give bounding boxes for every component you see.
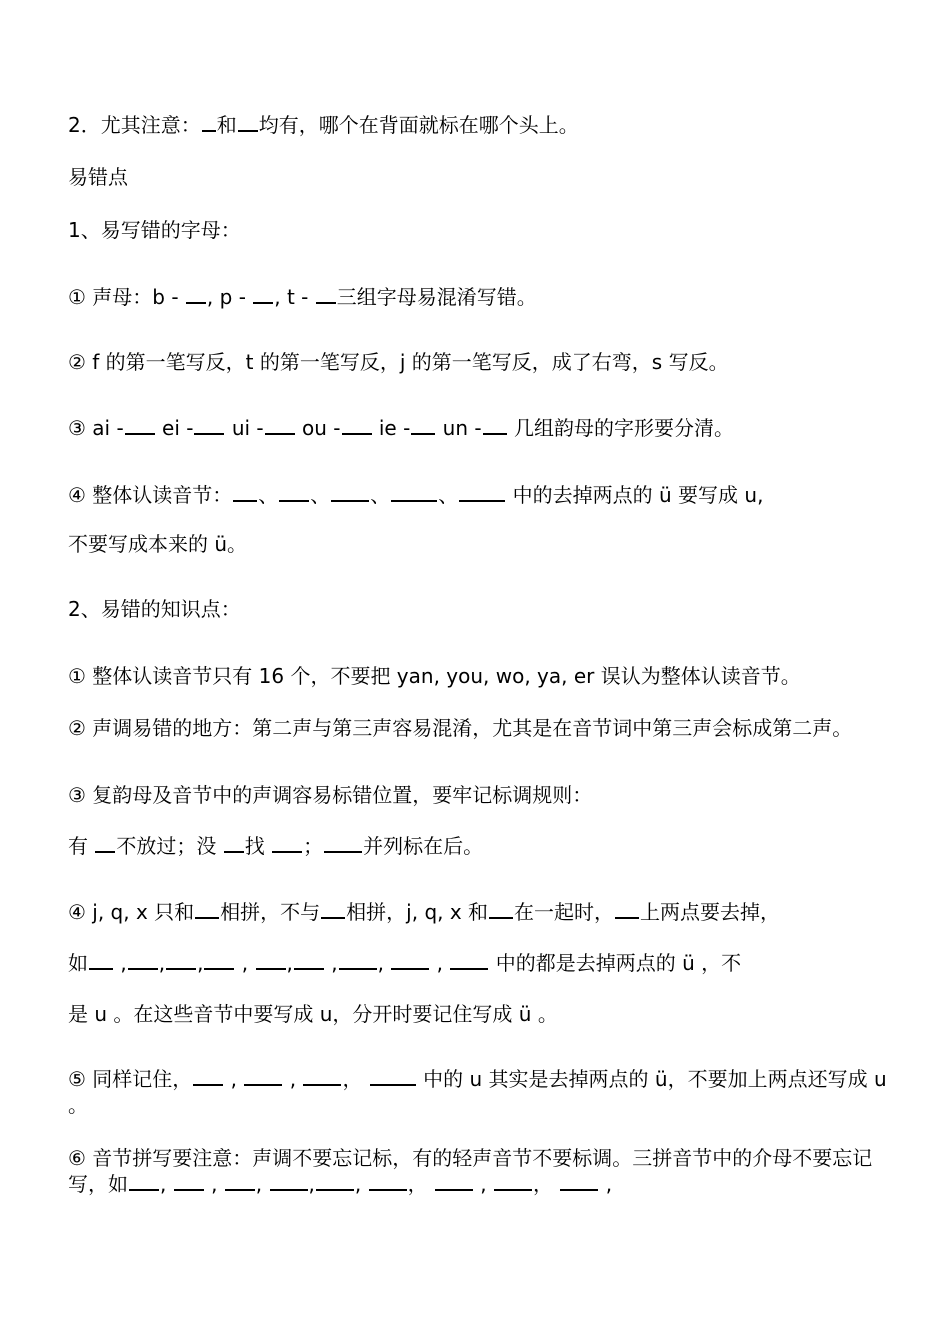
item-jqx-cont: 是 u 。在这些音节中要写成 u，分开时要记住写成 ü 。 <box>68 1002 558 1026</box>
blank <box>125 417 155 435</box>
blank <box>253 286 273 304</box>
blank <box>174 1173 204 1191</box>
blank <box>233 484 257 502</box>
blank <box>225 1173 255 1191</box>
blank <box>435 1173 473 1191</box>
blank <box>195 901 219 919</box>
blank <box>244 1068 282 1086</box>
item-jqx: ④ j, q, x 只和 相拼，不与 相拼，j, q, x 和 在一起时， 上两点要去掉， <box>68 900 781 924</box>
blank <box>494 1173 532 1191</box>
blank <box>560 1173 598 1191</box>
blank <box>316 1173 354 1191</box>
blank <box>391 952 429 970</box>
blank <box>89 952 113 970</box>
blank <box>166 952 196 970</box>
blank <box>202 114 216 132</box>
blank <box>483 417 507 435</box>
blank <box>331 484 369 502</box>
blank <box>615 901 639 919</box>
blank <box>270 1173 308 1191</box>
item-y-syllables: ⑤ 同样记住， , , ， 中的 u 其实是去掉两点的 ü，不要加上两点还写成 u 。 <box>68 1067 887 1117</box>
blank <box>391 484 437 502</box>
blank <box>294 952 324 970</box>
blank <box>129 1173 159 1191</box>
blank <box>316 286 336 304</box>
item-initials: ① 声母：b - , p - , t - 三组字母易混淆写错。 <box>68 285 537 309</box>
subheading-knowledge: 2、易错的知识点： <box>68 597 241 621</box>
section-heading: 易错点 <box>68 165 128 189</box>
blank <box>411 417 435 435</box>
blank <box>224 835 244 853</box>
blank <box>369 1173 407 1191</box>
item-tone-position: ③ 复韵母及音节中的声调容易标错位置，要牢记标调规则： <box>68 783 593 807</box>
item-finals: ③ ai - ei - ui - ou - ie - un - 几组韵母的字形要分清。 <box>68 416 734 440</box>
blank <box>321 901 345 919</box>
blank <box>339 952 377 970</box>
blank <box>303 1068 341 1086</box>
blank <box>324 835 362 853</box>
blank <box>186 286 206 304</box>
blank <box>265 417 295 435</box>
item-whole-syllables-cont: 不要写成本来的 ü。 <box>68 532 248 556</box>
item-strokes: ② f 的第一笔写反，t 的第一笔写反，j 的第一笔写反，成了右弯，s 写反。 <box>68 350 729 374</box>
item-16-syllables: ① 整体认读音节只有 16 个，不要把 yan, you, wo, ya, er 误认为整体认读音节。 <box>68 664 801 688</box>
blank <box>342 417 372 435</box>
blank <box>256 952 286 970</box>
blank <box>272 835 302 853</box>
blank <box>370 1068 416 1086</box>
blank <box>238 114 258 132</box>
blank <box>194 417 224 435</box>
blank <box>279 484 309 502</box>
blank <box>95 835 115 853</box>
item-jqx-examples: 如 , , , , , , , , 中的都是去掉两点的 ü ，不 <box>68 951 742 975</box>
blank <box>204 952 234 970</box>
note-line-1: 2．尤其注意： 和 均有，哪个在背面就标在哪个头上。 <box>68 113 579 137</box>
subheading-letters: 1、易写错的字母： <box>68 218 241 242</box>
blank <box>128 952 158 970</box>
blank <box>489 901 513 919</box>
tone-rule: 有 不放过；没 找 ； 并列标在后。 <box>68 834 484 858</box>
item-tone-errors: ② 声调易错的地方：第二声与第三声容易混淆，尤其是在音节词中第三声会标成第二声。 <box>68 716 853 740</box>
blank <box>459 484 505 502</box>
blank <box>193 1068 223 1086</box>
item-spelling: ⑥ 音节拼写要注意：声调不要忘记标，有的轻声音节不要标调。三拼音节中的介母不要忘记写，如 , , , , , ， , ， , <box>68 1146 873 1196</box>
blank <box>450 952 488 970</box>
item-whole-syllables: ④ 整体认读音节： 、 、 、 、 中的去掉两点的 ü 要写成 u, <box>68 483 764 507</box>
